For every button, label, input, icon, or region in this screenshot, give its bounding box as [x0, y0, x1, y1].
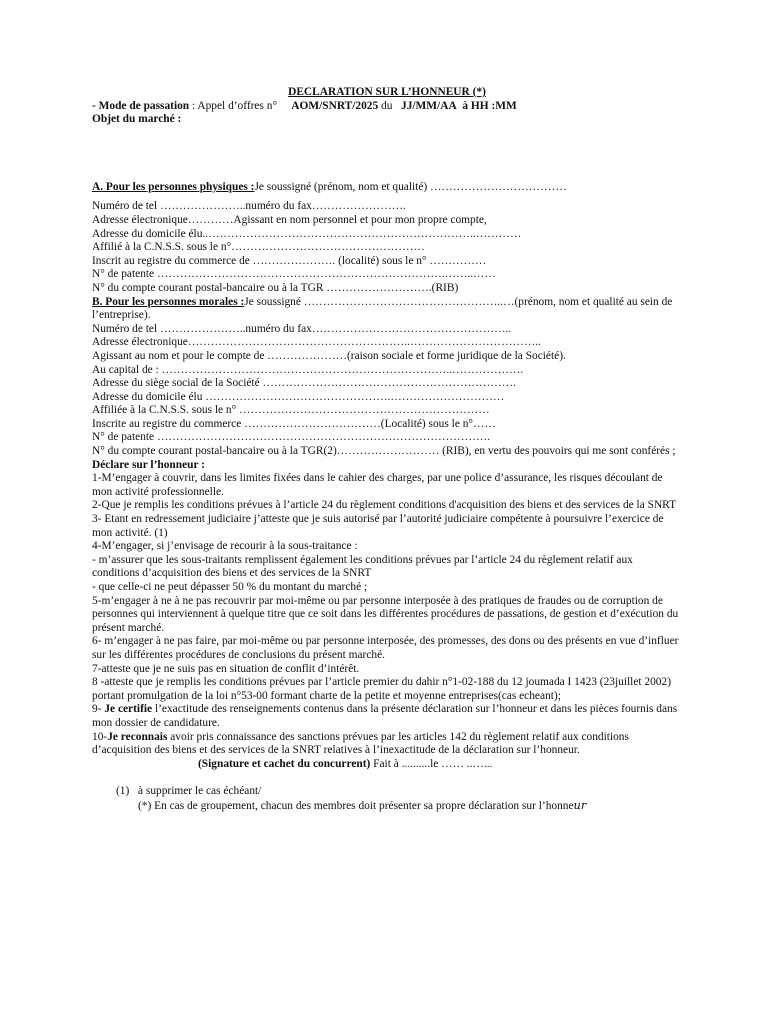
- section-a-heading: A. Pour les personnes physiques :: [92, 180, 255, 193]
- declare-item: 6- m’engager à ne pas faire, par moi-même ou par personne interposée, des promesses, des dons ou des présents en vue d’influer sur les différentes procédures de conclusions du présent marché.: [92, 635, 679, 661]
- section-b-line: Adresse du siège social de la Société ………………………………………………………….: [92, 377, 516, 390]
- signature-fait-a: Fait à ..........le …… ..…...: [370, 757, 493, 770]
- declare-item: 5-m’engager à ne à ne pas recouvrir par moi-même ou par personne interposée à des pratiques de fraudes ou de corruption de personnes qui interviennent à quelque titre que ce soit dans les différentes procédures de passations, de gestion et d’exécution du présent marché.: [92, 594, 679, 634]
- declare-item: 3- Etant en redressement judiciaire j’atteste que je suis autorisé par l’autorité judiciaire compétente à poursuivre l’exercice de mon activité. (1): [92, 513, 664, 539]
- section-a-line: Affilié à la C.N.S.S. sous le n°……………………………………………: [92, 241, 425, 254]
- section-b-line: Agissant au nom et pour le compte de …………………(raison sociale et forme juridique de la Société).: [92, 349, 566, 362]
- section-a-lead: [92, 181, 682, 195]
- section-b-line: Adresse du domicile élu ………………………………………….…………………………: [92, 390, 505, 403]
- section-b-heading: B. Pour les personnes morales :: [92, 295, 245, 308]
- section-b-line: N° du compte courant postal-bancaire ou à la TGR(2)……………………… (RIB), en vertu des pouvoirs qui me sont conférés ;: [92, 445, 676, 458]
- section-b-line: Affiliée à la C.N.S.S. sous le n° …………………………………………………………: [92, 404, 490, 417]
- section-a-line: N° de patente ………………………………………………………………….……..……: [92, 268, 496, 281]
- objet-marche-label: Objet du marché :: [92, 113, 182, 126]
- section-b-lead-text: Je soussigné ……………………………………………..…(prénom, nom et qualité au sein de l’entreprise).: [92, 295, 673, 322]
- footnote-2-tail: ur: [573, 797, 587, 812]
- section-a-line: N° du compte courant postal-bancaire ou à la TGR ……………………….(RIB): [92, 281, 459, 294]
- section-b-line: Adresse électronique…………………………………………………..……………………………..: [92, 336, 541, 349]
- declare-item: 2-Que je remplis les conditions prévues à l’article 24 du règlement conditions d'acquisition des biens et des services de la SNRT: [92, 499, 677, 512]
- declare-item: - m’assurer que les sous-traitants remplissent également les conditions prévues par l’article 24 du règlement relatif aux conditions d’acquisition des biens et des services de la SNRT: [92, 553, 633, 580]
- footnote-1: [116, 785, 682, 799]
- section-a-line: Inscrit au registre du commerce de …………………. (localité) sous le n° ……………: [92, 254, 487, 267]
- section-a-line: Adresse électronique…………Agissant en nom personnel et pour mon propre compte,: [92, 213, 487, 226]
- declare-item: 1-M’engager à couvrir, dans les limites fixées dans le cahier des charges, par une police d’assurance, les risques découlant de mon activité professionnelle.: [92, 472, 663, 498]
- mode-passation-label: - Mode de passation: [92, 99, 190, 112]
- section-b-line: N° de patente …………………………………………………………………………….: [92, 431, 491, 444]
- section-a-line: Numéro de tel …………………..numéro du fax…………………….: [92, 200, 406, 213]
- item-9-text: l’exactitude des renseignements contenus dans la présente déclaration sur l’honneur et dans les pièces fournis dans mon dossier de candidature.: [92, 703, 678, 729]
- item-9-bold: Je certifie: [104, 703, 153, 716]
- footnote-1-number: (1): [116, 785, 130, 798]
- declare-item-9: [92, 703, 682, 730]
- section-b-line: Au capital de : …………………………………………………………………..……………….: [92, 363, 524, 376]
- footnote-1-text: à supprimer le cas échéant/: [138, 785, 262, 798]
- item-10-number: 10-: [92, 730, 108, 743]
- appel-offres-heure: à HH :MM: [462, 99, 517, 112]
- declare-item: 4-M’engager, si j’envisage de recourir à la sous-traitance :: [92, 540, 358, 553]
- signature-line: [92, 758, 682, 772]
- declare-item: - que celle-ci ne peut dépasser 50 % du montant du marché ;: [92, 581, 368, 593]
- item-9-number: 9-: [92, 703, 105, 716]
- footnote-2: [116, 799, 682, 814]
- declare-heading: Déclare sur l’honneur :: [92, 458, 205, 471]
- document-title: DECLARATION SUR L’HONNEUR (*): [288, 86, 486, 98]
- section-a-lead-text: Je soussigné (prénom, nom et qualité) ………………………………: [254, 180, 567, 193]
- appel-offres-reference: AOM/SNRT/2025: [291, 99, 379, 112]
- footnote-2-text: (*) En cas de groupement, chacun des membres doit présenter sa propre déclaration sur l’honne: [138, 799, 574, 812]
- declare-item: 7-atteste que je ne suis pas en situation de conflit d’intérêt.: [92, 662, 360, 675]
- mode-passation-line: [92, 100, 682, 114]
- item-10-text: avoir pris connaissance des sanctions prévues par les articles 142 du règlement relatif aux conditions d’acquisition des biens et des services de la SNRT relatives à l’inexactitude de la déclaration sur l’honneur.: [92, 730, 629, 757]
- section-b-lead: [92, 296, 682, 323]
- signature-label: (Signature et cachet du concurrent): [198, 757, 371, 770]
- appel-offres-date: JJ/MM/AA: [401, 99, 457, 112]
- declare-item: 8 -atteste que je remplis les conditions prévues par l’article premier du dahir n°1-02-188 du 12 joumada I 1423 (23juillet 2002) portant promulgation de la loi n°53-00 formant charte de la petite et moyenne entreprises(cas echeant);: [92, 676, 671, 702]
- declare-item-10: [92, 731, 682, 758]
- section-a-line: Adresse du domicile élu..……………………………………………………………..…………: [92, 227, 522, 240]
- section-b-line: Inscrite au registre du commerce ………………………………(Localité) sous le n°……: [92, 417, 496, 430]
- declaration-document: [92, 86, 682, 814]
- item-10-bold: Je reconnais: [107, 730, 168, 743]
- mode-passation-text: : Appel d’offres n°: [189, 99, 280, 112]
- mode-du: du: [378, 99, 396, 112]
- section-b-line: Numéro de tel …………………..numéro du fax……………………………………………..: [92, 322, 512, 335]
- footnotes: [92, 785, 682, 813]
